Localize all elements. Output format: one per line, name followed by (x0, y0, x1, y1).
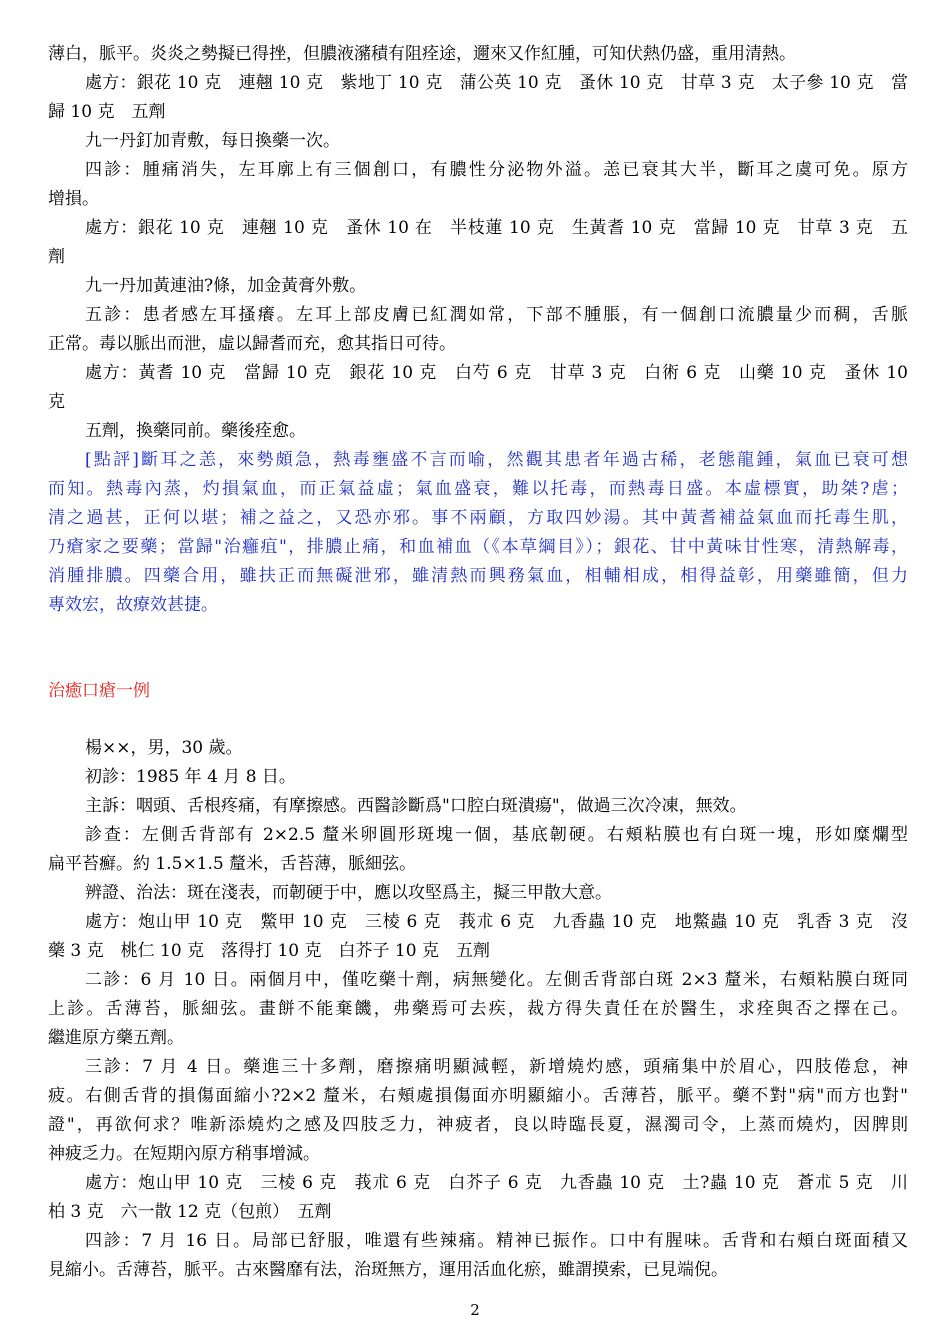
text-line: 二診：6 月 10 日。兩個月中，僅吃藥十劑，病無變化。左側舌背部白斑 2×3 釐米，右頰粘膜白斑同 (85, 970, 908, 990)
text-line: 疲。右側舌背的損傷面縮小?2×2 釐米，右頰處損傷面亦明顯縮小。舌薄苔，脈平。藥不對"病"而方也對" (48, 1086, 908, 1106)
text-line: 正常。毒以脈出而泄，虛以歸耆而充，愈其指日可待。 (48, 334, 456, 354)
commentary-line: 專效宏，故療效甚捷。 (48, 595, 218, 615)
text-line: 四診：7 月 16 日。局部已舒服，唯還有些辣痛。精神已振作。口中有腥味。舌背和右頰白斑面積又 (85, 1231, 908, 1251)
commentary-line: [點評]斷耳之恙，來勢頗急，熱毒壅盛不言而喻，然觀其患者年過古稀，老態龍鍾，氣血已衰可想 (85, 450, 908, 470)
text-line: 柏 3 克 六一散 12 克（包煎） 五劑 (48, 1202, 332, 1222)
text-line: 歸 10 克 五劑 (48, 102, 166, 122)
text-line: 初診：1985 年 4 月 8 日。 (85, 767, 296, 787)
text-line: 九一丹釘加青敷，每日換藥一次。 (85, 131, 340, 151)
text-line: 克 (48, 392, 65, 412)
text-line: 神疲乏力。在短期內原方稍事增減。 (48, 1144, 320, 1164)
text-line: 五診：患者感左耳搔癢。左耳上部皮膚已紅潤如常，下部不腫脹，有一個創口流膿量少而稠，舌脈 (85, 305, 908, 325)
text-line: 四診：腫痛消失，左耳廓上有三個創口，有膿性分泌物外溢。恙已衰其大半，斷耳之虞可免。原方 (85, 160, 908, 180)
text-line: 藥 3 克 桃仁 10 克 落得打 10 克 白芥子 10 克 五劑 (48, 941, 490, 961)
commentary-line: 乃瘡家之要藥；當歸"治癰疽"，排膿止痛，和血補血（《本草綱目》）；銀花、甘中黃味甘性寒，清熱解毒， (48, 537, 908, 557)
text-line: 診查：左側舌背部有 2×2.5 釐米卵圓形斑塊一個，基底韌硬。右頰粘膜也有白斑一塊，形如糜爛型 (85, 825, 908, 845)
text-line: 處方：炮山甲 10 克 三棱 6 克 莪朮 6 克 白芥子 6 克 九香蟲 10 克 土?蟲 10 克 蒼朮 5 克 川 (85, 1173, 908, 1193)
text-line: 處方：炮山甲 10 克 鱉甲 10 克 三棱 6 克 莪朮 6 克 九香蟲 10 克 地鱉蟲 10 克 乳香 3 克 沒 (85, 912, 908, 932)
text-line: 薄白，脈平。炎炎之勢擬已得挫，但膿液瀦積有阻痊途，邇來又作紅腫，可知伏熱仍盛，重用清熱。 (48, 44, 796, 64)
text-line: 見縮小。舌薄苔，脈平。古來醫靡有法，治斑無方，運用活血化瘀，雖謂摸索，已見端倪。 (48, 1260, 728, 1280)
text-line: 上診。舌薄苔，脈細弦。畫餅不能棄饑，弗藥焉可去疾，裁方得失責任在於醫生，求痊與否之擇在己。 (48, 999, 908, 1019)
commentary-line: 而知。熱毒內蒸，灼損氣血，而正氣益虛；氣血盛衰，難以托毒，而熱毒日盛。本虛標實，助桀?虐； (48, 479, 908, 499)
text-line: 五劑，換藥同前。藥後痊愈。 (85, 421, 306, 441)
text-line: 處方：銀花 10 克 連翹 10 克 紫地丁 10 克 蒲公英 10 克 蚤休 10 克 甘草 3 克 太子參 10 克 當 (85, 73, 908, 93)
text-line: 繼進原方藥五劑。 (48, 1028, 184, 1048)
text-line: 三診：7 月 4 日。藥進三十多劑，磨擦痛明顯減輕，新增燒灼感，頭痛集中於眉心，四肢倦怠，神 (85, 1057, 908, 1077)
text-line: 辨證、治法：斑在淺表，而韌硬于中，應以攻堅爲主，擬三甲散大意。 (85, 883, 612, 903)
text-line: 扁平苔癬。約 1.5×1.5 釐米，舌苔薄，脈細弦。 (48, 854, 417, 874)
commentary-line: 清之過甚，正何以堪；補之益之，又恐亦邪。事不兩顧，方取四妙湯。其中黃耆補益氣血而托毒生肌， (48, 508, 908, 528)
text-line: 九一丹加黃連油?條，加金黃膏外敷。 (85, 276, 367, 296)
page-number: 2 (470, 1301, 480, 1319)
text-line: 處方：黃耆 10 克 當歸 10 克 銀花 10 克 白芍 6 克 甘草 3 克 白術 6 克 山藥 10 克 蚤休 10 (85, 363, 908, 383)
text-line: 增損。 (48, 189, 99, 209)
text-line: 主訴：咽頭、舌根疼痛，有摩擦感。西醫診斷爲"口腔白斑潰瘍"，做過三次冷凍，無效。 (85, 796, 747, 816)
text-line: 劑 (48, 247, 65, 267)
section-heading: 治癒口瘡一例 (48, 681, 150, 701)
commentary-line: 消腫排膿。四藥合用，雖扶正而無礙泄邪，雖清熱而興務氣血，相輔相成，相得益彰，用藥雖簡，但力 (48, 566, 908, 586)
text-line: 處方：銀花 10 克 連翹 10 克 蚤休 10 在 半枝蓮 10 克 生黃耆 10 克 當歸 10 克 甘草 3 克 五 (85, 218, 908, 238)
text-line: 楊××，男，30 歲。 (85, 738, 243, 758)
text-line: 證"，再欲何求？唯新添燒灼之感及四肢乏力，神疲者，良以時臨長夏，濕濁司令，上蒸而燒灼，因脾則 (48, 1115, 908, 1135)
